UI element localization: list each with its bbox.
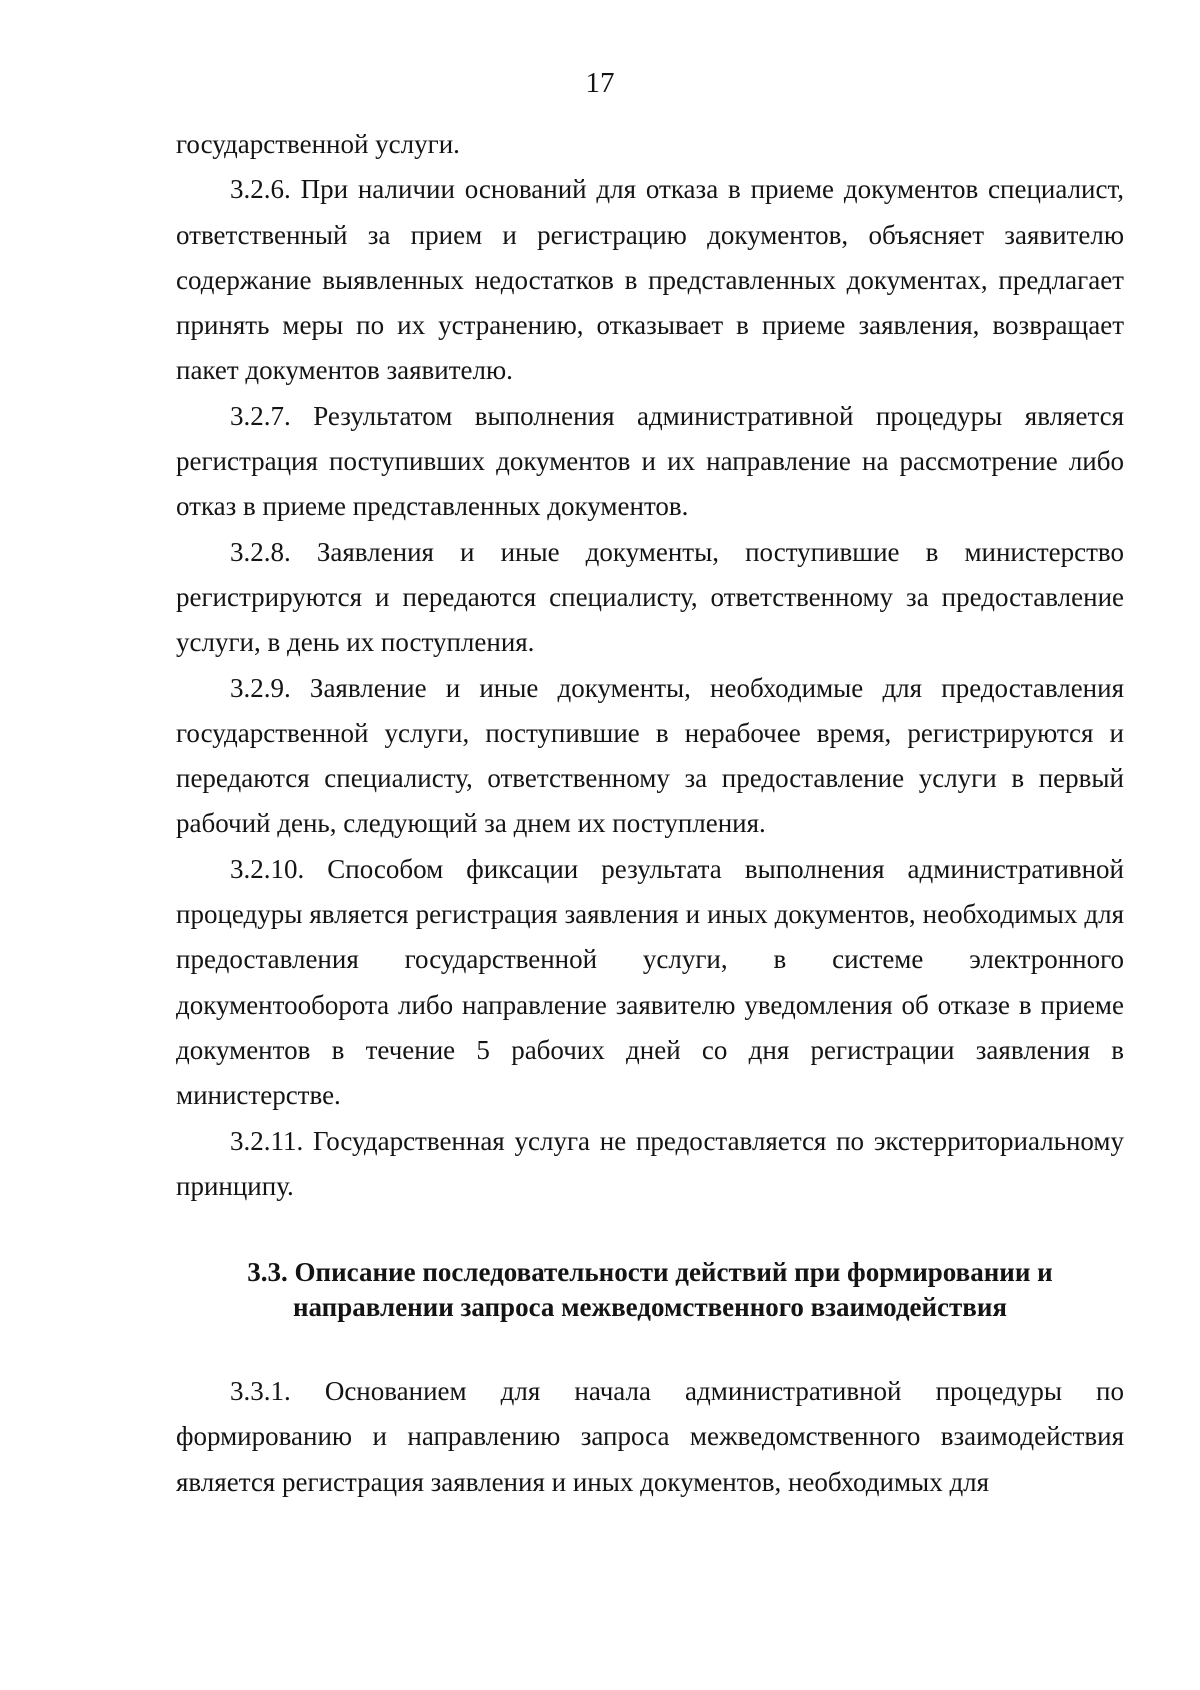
paragraph-3-2-6: 3.2.6. При наличии оснований для отказа в приеме документов специалист, ответственный за прием и регистрацию документов, объясняет заявителю содержание выявленных недостатков в представленных документах, предлагает принять меры по их устранению, отказывает в приеме заявления, возвращает пакет документов заявителю.: [176, 174, 1124, 386]
paragraph-3-2-11: 3.2.11. Государственная услуга не предоставляется по экстерриториальному принципу.: [176, 1125, 1124, 1201]
page-number: 17: [585, 67, 615, 99]
paragraph-3-2-10: 3.2.10. Способом фиксации результата выполнения административной процедуры является регистрация заявления и иных документов, необходимых для предоставления государственной услуги, в системе электронного документооборота либо направление заявителю уведомления об отказе в приеме документов в течение 5 рабочих дней со дня регистрации заявления в министерстве.: [176, 853, 1124, 1111]
document-body: [176, 120, 1124, 1505]
paragraph-3-2-8: 3.2.8. Заявления и иные документы, поступившие в министерство регистрируются и передаются специалисту, ответственному за предоставление услуги, в день их поступления.: [176, 536, 1124, 658]
section-heading-3-3: [176, 1255, 1124, 1325]
paragraph-continuation: государственной услуги.: [176, 129, 460, 159]
section-heading-line-1: 3.3. Описание последовательности действий при формировании и: [247, 1257, 1053, 1288]
section-heading-line-2: направлении запроса межведомственного взаимодействия: [292, 1292, 1008, 1323]
paragraph-3-2-9: 3.2.9. Заявление и иные документы, необходимые для предоставления государственной услуги, поступившие в нерабочее время, регистрируются и передаются специалисту, ответственному за предоставление услуги в первый рабочий день, следующий за днем их поступления.: [176, 672, 1124, 839]
paragraph-3-3-1: 3.3.1. Основанием для начала административной процедуры по формированию и направлению запроса межведомственного взаимодействия является регистрация заявления и иных документов, необходимых для: [176, 1376, 1124, 1497]
paragraph-3-2-7: 3.2.7. Результатом выполнения административной процедуры является регистрация поступивших документов и их направление на рассмотрение либо отказ в приеме представленных документов.: [176, 400, 1124, 522]
